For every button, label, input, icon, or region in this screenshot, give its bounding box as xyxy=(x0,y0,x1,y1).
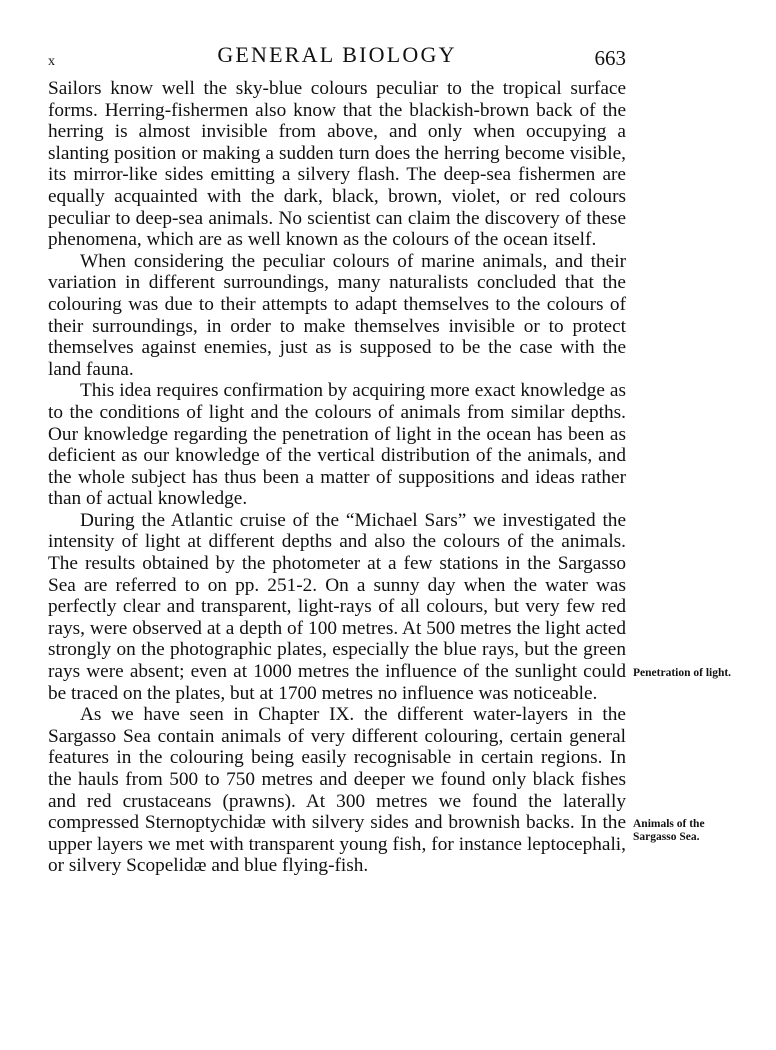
page-number: 663 xyxy=(594,46,626,70)
paragraph-light-intensity: During the Atlantic cruise of the “Michael Sars” we investigated the intensity of light at different depths and also the colours of the animals. The results obtained by the photometer at a few stations in the Sargasso Sea are referred to on pp. 251-2. On a sunny day when the water was perfectly clear and transparent, light-rays of all colours, but very few red rays, were observed at a depth of 100 metres. At 500 metres the light acted strongly on the photographic plates, especially the blue rays, but the green rays were absent; even at 1000 metres the influence of the sunlight could be traced on the plates, but at 1700 metres no influence was noticeable. xyxy=(48,509,626,704)
paragraph-tropical-colours: Sailors know well the sky-blue colours peculiar to the tropical surface forms. Herring-fishermen also know that the blackish-brown back of the herring is almost invisible from above, and only when occupying a slanting position or making a sudden turn does the herring become visible, its mirror-like sides emitting a silvery flash. The deep-sea fishermen are equally acquainted with the dark, black, brown, violet, or red colours peculiar to deep-sea animals. No scientist can claim the discovery of these phenomena, which are as well known as the colours of the ocean itself. xyxy=(48,78,626,251)
paragraph-adaptation-theory: When considering the peculiar colours of marine animals, and their variation in different surroundings, many naturalists concluded that the colouring was due to their attempts to adapt themselves to the colours of their surroundings, in order to make themselves invisible or to protect themselves against enemies, just as is supposed to be the case with the land fauna. xyxy=(48,250,626,380)
body-text xyxy=(48,78,626,877)
chapter-numeral: x xyxy=(48,54,55,69)
paragraph-confirmation-needed: This idea requires confirmation by acquiring more exact knowledge as to the conditions of light and the colours of animals from similar depths. Our knowledge regarding the penetration of light in the ocean has been as deficient as our knowledge of the vertical distribution of the animals, and the whole subject has thus been a matter of suppositions and ideas rather than of actual knowledge. xyxy=(48,380,626,510)
running-title: GENERAL BIOLOGY xyxy=(217,42,457,67)
side-note-sargasso-animals: Animals of the Sargasso Sea. xyxy=(633,818,705,843)
paragraph-sargasso-animals: As we have seen in Chapter IX. the different water-layers in the Sargasso Sea contain animals of very different colouring, certain general features in the colouring being easily recognisable in certain regions. In the hauls from 500 to 750 metres and deeper we found only black fishes and red crustaceans (prawns). At 300 metres we found the laterally compressed Sternoptychidæ with silvery sides and brownish backs. In the upper layers we met with transparent young fish, for instance leptocephali, or silvery Scopelidæ and blue flying-fish. xyxy=(48,704,626,877)
running-head xyxy=(48,38,626,68)
side-note-penetration: Penetration of light. xyxy=(633,667,732,679)
